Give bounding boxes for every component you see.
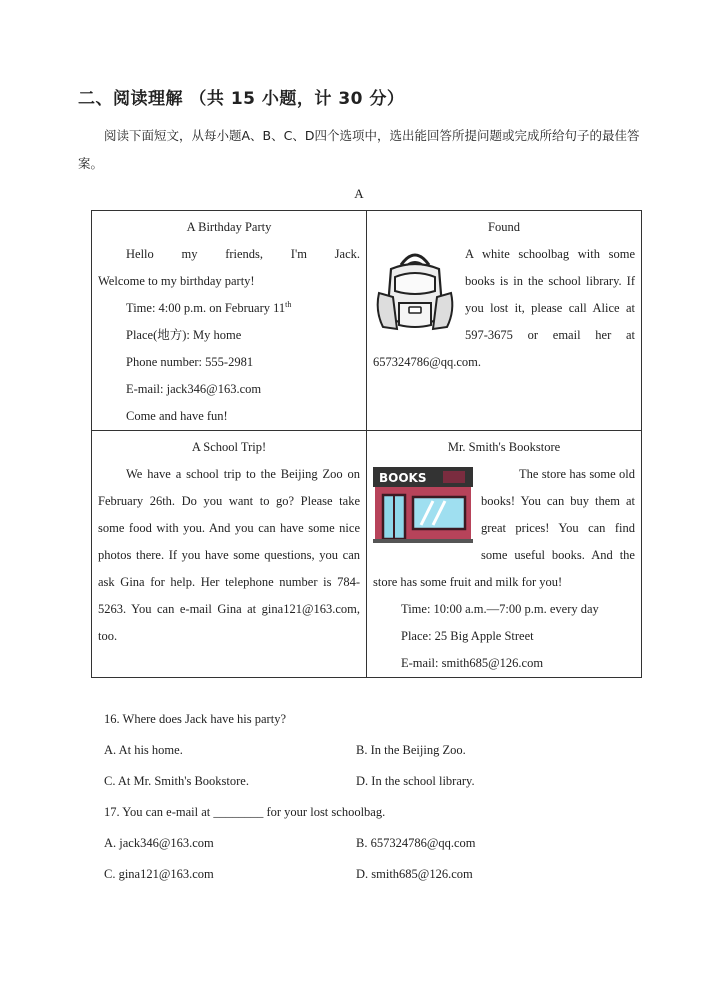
birthday-time-sup: th (285, 299, 292, 309)
bookstore-time: Time: 10:00 a.m.—7:00 p.m. every day (401, 602, 599, 616)
backpack-icon (373, 247, 457, 339)
bookstore-text: The store has some old books! You can buy them at great prices! You can find some useful books. And the store has some fruit and milk for you! (373, 467, 635, 589)
birthday-time-text: Time: 4:00 p.m. on February 11 (126, 301, 286, 315)
found-notice (367, 211, 642, 431)
birthday-closing: Come and have fun! (126, 409, 228, 423)
birthday-line1: Hello my friends, I'm Jack. (126, 247, 360, 261)
bookstore-email: E-mail: smith685@126.com (401, 656, 544, 670)
birthday-phone: Phone number: 555-2981 (126, 355, 254, 369)
question-16-option-b: B. In the Beijing Zoo. (356, 743, 466, 757)
question-17-option-b: B. 657324786@qq.com (356, 836, 476, 850)
notice-grid (91, 210, 642, 678)
found-title: Found (488, 220, 520, 234)
trip-text: We have a school trip to the Beijing Zoo on February 26th. Do you want to go? Please take some food with you. And you can have some nice photos there. If you have some questions, you can ask Gina for help. Her telephone number is 784-5263. You can e-mail Gina at gina121@163.com, too. (98, 467, 360, 643)
question-16-option-a: A. At his home. (104, 743, 183, 757)
bookstore-sign-text: BOOKS (379, 471, 427, 485)
birthday-time (98, 295, 360, 322)
part-label: A (354, 186, 364, 201)
bookstore-place: Place: 25 Big Apple Street (401, 629, 534, 643)
question-16-stem: 16. Where does Jack have his party? (104, 712, 286, 726)
question-16-option-c: C. At Mr. Smith's Bookstore. (104, 774, 249, 788)
instructions: 阅读下面短文，从每小题A、B、C、D四个选项中，选出能回答所提问题或完成所给句子的最佳答案。 (78, 128, 640, 171)
question-17-option-c: C. gina121@163.com (104, 867, 214, 881)
section-title: 二、阅读理解 （共 15 小题，计 30 分） (78, 89, 405, 109)
birthday-title: A Birthday Party (186, 220, 272, 234)
birthday-email: E-mail: jack346@163.com (126, 382, 262, 396)
question-17-stem: 17. You can e-mail at ________ for your lost schoolbag. (104, 805, 386, 819)
trip-title: A School Trip! (191, 440, 267, 454)
school-trip-notice (92, 431, 367, 678)
bookstore-notice (367, 431, 642, 678)
found-text: A white schoolbag with some books is in the school library. If you lost it, please call Alice at 597-3675 or email her at 657324786@qq.com. (373, 247, 635, 369)
birthday-line2: Welcome to my birthday party! (98, 274, 255, 288)
birthday-place: Place(地方): My home (126, 328, 242, 342)
bookstore-title: Mr. Smith's Bookstore (447, 440, 561, 454)
question-16-option-d: D. In the school library. (356, 774, 475, 788)
bookstore-icon (373, 467, 473, 543)
question-17-option-a: A. jack346@163.com (104, 836, 214, 850)
question-17-option-d: D. smith685@126.com (356, 867, 473, 881)
birthday-notice (92, 211, 367, 431)
